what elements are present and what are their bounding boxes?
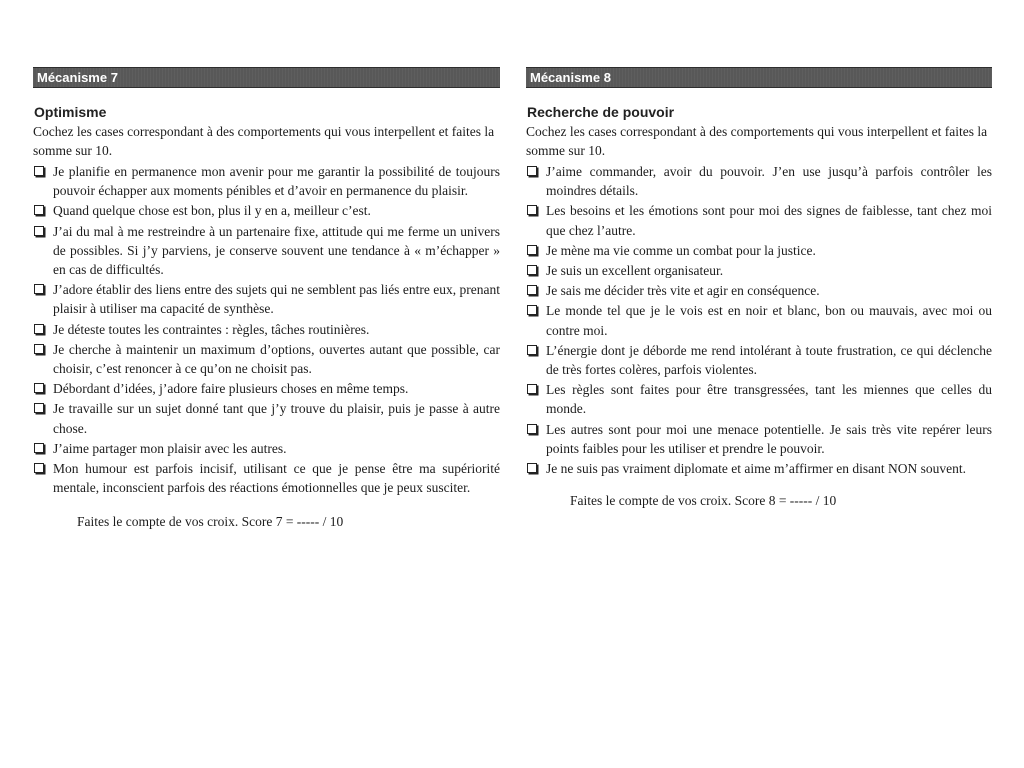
checklist-item-text: Je planifie en permanence mon avenir pour me garantir la possibilité de toujours pouvoir échapper aux moments pénibles et d’avoir en permanence du plaisir. — [53, 164, 500, 199]
checkbox-icon[interactable] — [34, 226, 44, 236]
checklist-item-text: J’adore établir des liens entre des sujets qui ne semblent pas liés entre eux, prenant plaisir à utiliser ma capacité de synthèse. — [53, 282, 500, 317]
checkbox-icon[interactable] — [34, 403, 44, 413]
checklist-item-text: Les autres sont pour moi une menace potentielle. Je sais très vite repérer leurs points faibles pour les utiliser et prendre le pouvoir. — [546, 421, 992, 456]
checklist-item — [526, 341, 992, 379]
section-title: Recherche de pouvoir — [527, 104, 675, 120]
checklist-item-text: J’aime partager mon plaisir avec les autres. — [53, 440, 287, 456]
checkbox-icon[interactable] — [34, 383, 44, 393]
checklist-item-text: Je travaille sur un sujet donné tant que j’y trouve du plaisir, puis je passe à autre chose. — [53, 401, 500, 436]
checklist-item — [526, 420, 992, 458]
checkbox-icon[interactable] — [34, 284, 44, 294]
checklist-item-text: J’aime commander, avoir du pouvoir. J’en use jusqu’à parfois contrôler les moindres détails. — [546, 164, 992, 199]
checklist-item — [526, 201, 992, 239]
checklist-item — [33, 280, 500, 318]
checkbox-icon[interactable] — [527, 305, 537, 315]
section-intro: Cochez les cases correspondant à des comportements qui vous interpellent et faites la somme sur 10. — [526, 124, 988, 158]
checklist-item-text: Quand quelque chose est bon, plus il y en a, meilleur c’est. — [53, 203, 371, 219]
checklist-item — [526, 241, 992, 260]
checklist — [526, 162, 992, 478]
score-line: Faites le compte de vos croix. Score 7 = ----- / 10 — [77, 514, 344, 530]
checklist-item — [526, 301, 992, 339]
checklist-item — [526, 459, 992, 478]
checklist-item-text: Je cherche à maintenir un maximum d’options, ouvertes autant que possible, car choisir, c’est renoncer à ce qu’on ne choisit pas. — [53, 341, 500, 377]
checklist-item — [33, 201, 500, 220]
checklist-item-text: Je sais me décider très vite et agir en conséquence. — [546, 283, 820, 299]
checkbox-icon[interactable] — [34, 344, 44, 354]
checklist-item — [33, 162, 500, 200]
checklist-item-text: Mon humour est parfois incisif, utilisant ce que je pense être ma supériorité mentale, inconscient parfois des réactions émotionnelles que je peux susciter. — [53, 461, 500, 496]
checklist-item — [526, 281, 992, 300]
section-header-bar — [33, 67, 500, 88]
mecanisme-7-section — [33, 67, 500, 531]
section-intro: Cochez les cases correspondant à des comportements qui vous interpellent et faites la somme sur 10. — [33, 124, 495, 158]
checklist-item-text: Je déteste toutes les contraintes : règles, tâches routinières. — [53, 321, 370, 337]
checkbox-icon[interactable] — [34, 166, 44, 176]
checkbox-icon[interactable] — [527, 265, 537, 275]
checklist-item — [33, 459, 500, 497]
checklist-item-text: Les règles sont faites pour être transgressées, tant les miennes que celles du monde. — [546, 382, 992, 417]
checklist-item — [33, 320, 500, 339]
checkbox-icon[interactable] — [527, 384, 537, 394]
checkbox-icon[interactable] — [527, 166, 537, 176]
checklist-item — [33, 222, 500, 280]
checkbox-icon[interactable] — [527, 345, 537, 355]
checklist-item — [526, 162, 992, 200]
checklist-item — [33, 439, 500, 458]
checkbox-icon[interactable] — [34, 205, 44, 215]
checklist-item — [33, 379, 500, 398]
checklist — [33, 162, 500, 497]
section-header-label: Mécanisme 7 — [37, 70, 118, 85]
checklist-item-text: L’énergie dont je déborde me rend intolérant à toute frustration, ce qui déclenche de très fortes colères, parfois violentes. — [546, 342, 992, 378]
checklist-item — [33, 340, 500, 378]
checkbox-icon[interactable] — [34, 463, 44, 473]
checklist-item-text: Le monde tel que je le vois est en noir et blanc, bon ou mauvais, avec moi ou contre moi. — [546, 303, 992, 338]
checklist-item — [526, 380, 992, 418]
checklist-item-text: J’ai du mal à me restreindre à un partenaire fixe, attitude qui me ferme un univers de possibles. Si j’y parviens, je conserve souvent une tendance à « m’échapper » en cas de difficultés. — [53, 223, 500, 278]
score-line: Faites le compte de vos croix. Score 8 = ----- / 10 — [570, 493, 837, 509]
checklist-item-text: Débordant d’idées, j’adore faire plusieurs choses en même temps. — [53, 381, 409, 397]
checklist-item — [33, 399, 500, 437]
checkbox-icon[interactable] — [34, 324, 44, 334]
checkbox-icon[interactable] — [527, 285, 537, 295]
mecanisme-8-section — [526, 67, 992, 510]
checklist-item — [526, 261, 992, 280]
checklist-item-text: Je suis un excellent organisateur. — [546, 263, 724, 279]
section-header-bar — [526, 67, 992, 88]
checklist-item-text: Les besoins et les émotions sont pour moi des signes de faiblesse, tant chez moi que chez l’autre. — [546, 203, 992, 238]
checkbox-icon[interactable] — [527, 463, 537, 473]
checkbox-icon[interactable] — [527, 424, 537, 434]
section-title: Optimisme — [34, 104, 107, 120]
checkbox-icon[interactable] — [527, 245, 537, 255]
checkbox-icon[interactable] — [527, 205, 537, 215]
checklist-item-text: Je ne suis pas vraiment diplomate et aime m’affirmer en disant NON souvent. — [546, 461, 967, 477]
section-header-label: Mécanisme 8 — [530, 70, 611, 85]
checkbox-icon[interactable] — [34, 443, 44, 453]
checklist-item-text: Je mène ma vie comme un combat pour la justice. — [546, 242, 816, 258]
